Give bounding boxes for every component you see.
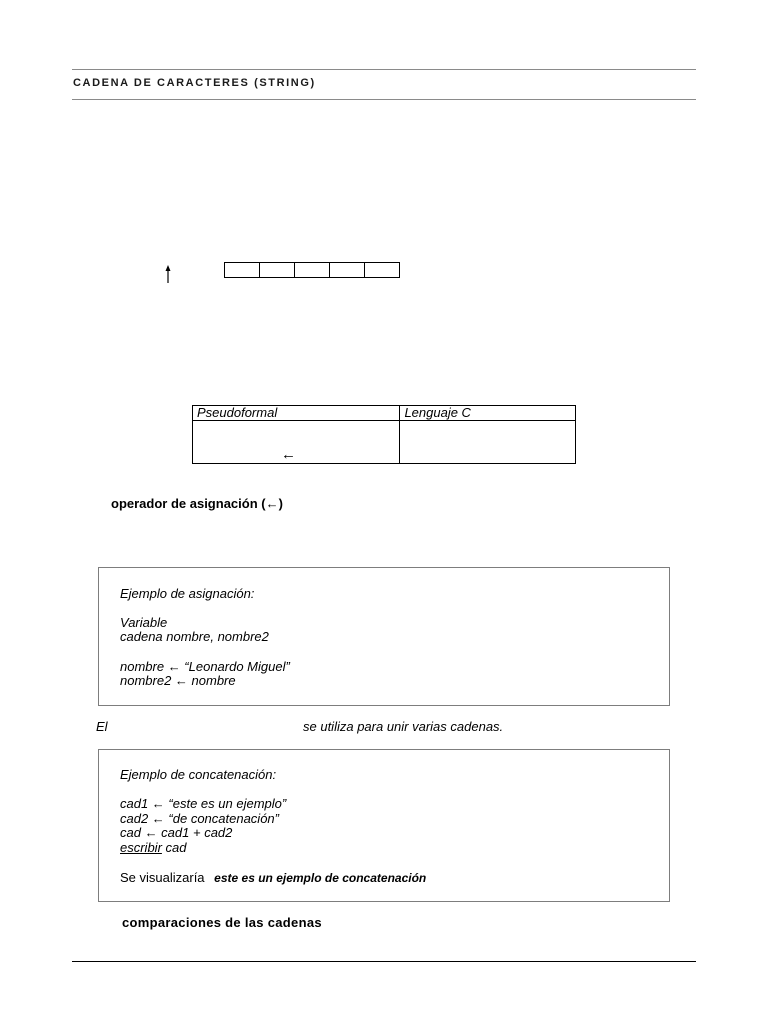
result-value: este es un ejemplo de concatenación: [214, 871, 427, 885]
table-cell-lenguaje-c: [400, 421, 576, 464]
example-assign-line: Variable: [120, 615, 168, 630]
assign-arrow-symbol: ←: [281, 446, 296, 463]
example-concat-line: cad1 ← “este es un ejemplo”: [120, 796, 287, 811]
up-arrow-icon: [161, 264, 175, 284]
example-concat-line: cad2 ← “de concatenación”: [120, 811, 279, 826]
example-assign-box: [98, 567, 670, 706]
assign-operator-label: operador de asignación (←): [111, 496, 283, 511]
concat-intro-right: se utiliza para unir varias cadenas.: [303, 719, 504, 734]
table-cell-pseudoformal: [193, 421, 400, 464]
example-concat-line: cad ← cad1 + cad2: [120, 825, 233, 840]
string-cell: [259, 262, 295, 278]
page-header-title: CADENA DE CARACTERES (STRING): [73, 77, 316, 89]
string-cells-diagram: [224, 262, 400, 278]
string-cell: [329, 262, 365, 278]
table-header-pseudoformal: Pseudoformal: [193, 406, 400, 421]
example-concat-title: Ejemplo de concatenación:: [120, 767, 277, 782]
header-top-rule: [72, 69, 696, 70]
table-header-lenguaje-c: Lenguaje C: [400, 406, 576, 421]
example-assign-line: nombre ← “Leonardo Miguel”: [120, 659, 290, 674]
string-cell: [294, 262, 330, 278]
concat-intro-left: El: [96, 719, 108, 734]
example-assign-line: nombre2 ← nombre: [120, 673, 236, 688]
example-assign-line: cadena nombre, nombre2: [120, 629, 269, 644]
comparisons-label: comparaciones de las cadenas: [122, 915, 322, 930]
string-cell: [224, 262, 260, 278]
example-concat-result-line: [120, 870, 426, 885]
example-concat-write-line: [120, 840, 187, 855]
footer-rule: [72, 961, 696, 962]
example-assign-title: Ejemplo de asignación:: [120, 586, 255, 601]
write-argument: cad: [165, 840, 187, 855]
result-prefix: Se visualizaría: [120, 870, 205, 885]
example-concat-box: [98, 749, 670, 902]
comparison-table: [192, 405, 576, 464]
write-keyword: escribir: [120, 840, 162, 855]
string-cell: [364, 262, 400, 278]
header-bottom-rule: [72, 99, 696, 100]
